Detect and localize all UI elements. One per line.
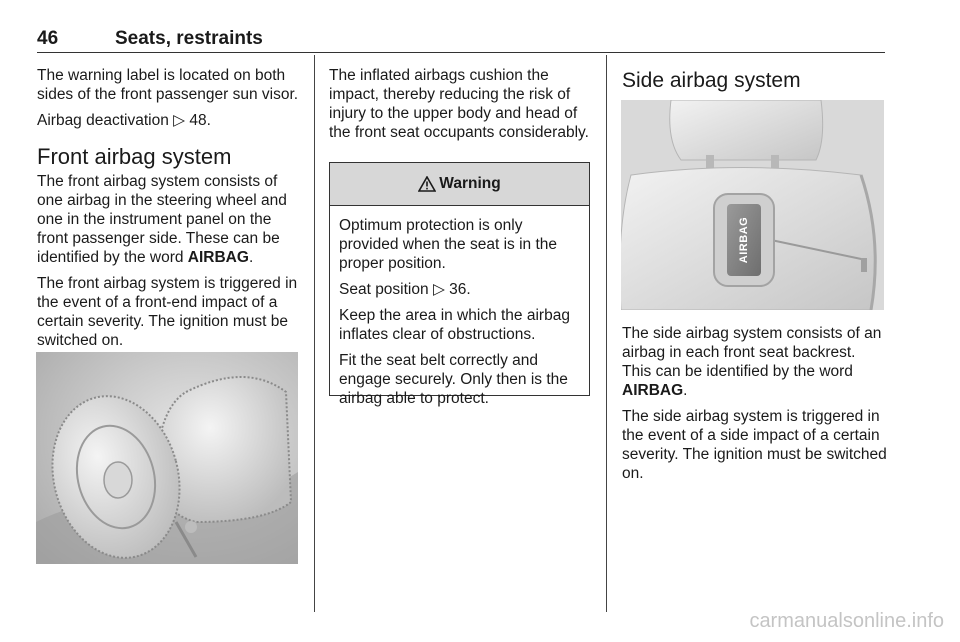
warning-box [329, 162, 590, 407]
punctuation: . [683, 382, 688, 399]
paragraph-text: The side airbag system consists of an airbag in each front seat backrest. This can be identified by the word [622, 325, 882, 380]
seat-position-ref [339, 280, 580, 299]
column-1 [37, 66, 301, 357]
column-divider-1 [314, 55, 315, 612]
column-divider-2 [606, 55, 607, 612]
airbag-deactivation-ref [37, 111, 301, 130]
column-3 [622, 68, 887, 96]
page-header [37, 28, 885, 52]
ref-text: Seat position [339, 281, 429, 298]
front-airbag-illustration [36, 352, 298, 564]
sun-visor-paragraph: The warning label is located on both sides of the front passenger sun visor. [37, 67, 299, 103]
front-airbag-paragraph-1 [37, 172, 301, 267]
punctuation: . [248, 249, 254, 266]
column-2 [329, 66, 594, 149]
front-airbag-heading: Front airbag system [37, 144, 232, 169]
airbag-word: AIRBAG [187, 249, 249, 266]
warning-paragraph-4: Fit the seat belt correctly and engage securely. Only then is the airbag able to protect. [339, 352, 568, 407]
airbag-seat-label: AIRBAG [738, 216, 751, 264]
airbag-label-wrapper [729, 216, 759, 264]
warning-triangle-icon [418, 176, 436, 192]
warning-paragraph-3: Keep the area in which the airbag inflates clear of obstructions. [339, 307, 570, 343]
page-ref-link[interactable]: 36. [449, 281, 471, 298]
warning-paragraph-1: Optimum protection is only provided when the seat is in the proper position. [339, 217, 557, 272]
page-ref-arrow-icon: ▷ [173, 112, 186, 129]
inflated-airbags-paragraph: The inflated airbags cushion the impact, thereby reducing the risk of injury to the upper body and head of the front seat occupants considerably. [329, 67, 589, 141]
header-divider [37, 52, 885, 53]
side-airbag-illustration [621, 100, 884, 310]
side-airbag-paragraph-1 [622, 324, 888, 400]
paragraph-text: The front airbag system consists of one airbag in the steering wheel and one in the instrument panel on the front passenger side. These can be identified by the word [37, 173, 287, 266]
page-number: 46 [37, 28, 59, 49]
warning-body [330, 206, 589, 408]
watermark: carmanualsonline.info [749, 610, 944, 632]
column-3-text [622, 324, 888, 490]
airbag-word: AIRBAG [622, 382, 684, 399]
warning-header [330, 163, 589, 206]
side-airbag-paragraph-2: The side airbag system is triggered in the event of a side impact of a certain severity. The ignition must be switched on. [622, 408, 887, 482]
page-ref-arrow-icon: ▷ [432, 281, 445, 298]
ref-text: Airbag deactivation [37, 112, 169, 129]
page-ref-link[interactable]: 48. [189, 112, 211, 129]
warning-title: Warning [439, 175, 501, 192]
front-airbag-paragraph-2: The front airbag system is triggered in the event of a front-end impact of a certain severity. The ignition must be switched on. [37, 275, 298, 349]
side-airbag-heading: Side airbag system [622, 69, 801, 92]
section-title: Seats, restraints [115, 28, 263, 49]
